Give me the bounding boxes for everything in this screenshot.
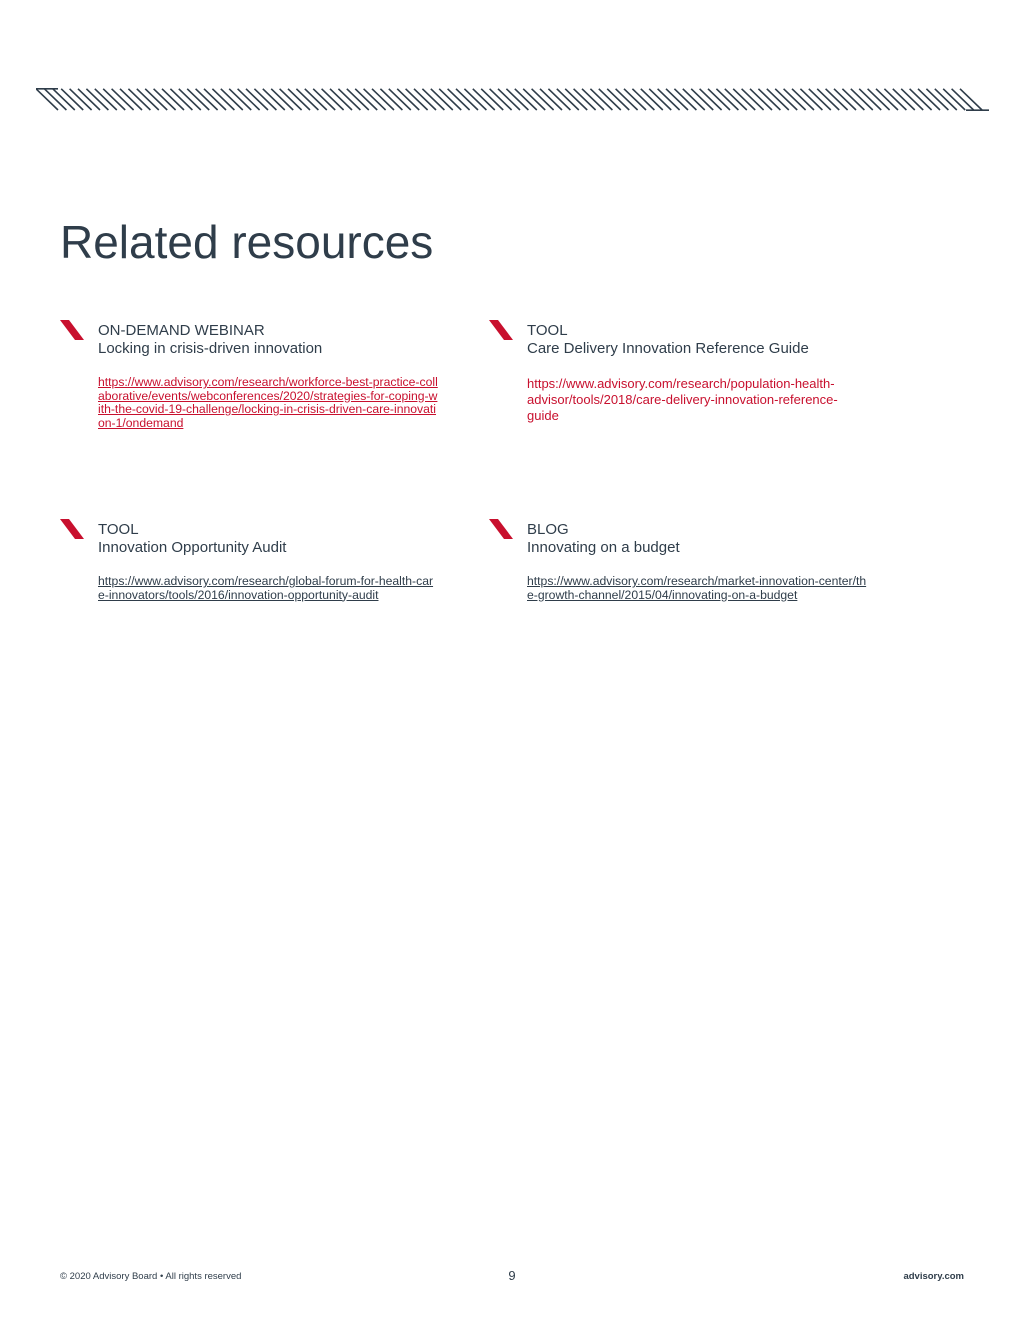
red-slash-marker-icon bbox=[60, 320, 84, 340]
resource-link[interactable]: https://www.advisory.com/research/market-innovation-center/the-growth-channel/2015/04/innovating-on-a-budget bbox=[527, 574, 867, 602]
footer-site: advisory.com bbox=[903, 1271, 964, 1282]
resource-type-label: TOOL bbox=[98, 521, 139, 538]
resource-link[interactable]: https://www.advisory.com/research/population-health-advisor/tools/2018/care-delivery-innovation-reference-guide bbox=[527, 376, 838, 423]
page-number: 9 bbox=[508, 1268, 516, 1283]
resource-title: Innovating on a budget bbox=[527, 539, 680, 556]
resource-title: Locking in crisis-driven innovation bbox=[98, 340, 323, 357]
red-slash-marker-icon bbox=[489, 519, 513, 539]
red-slash-marker-icon bbox=[489, 320, 513, 340]
resource-type-label: BLOG bbox=[527, 521, 569, 538]
resource-type-label: ON-DEMAND WEBINAR bbox=[98, 322, 265, 339]
resource-title: Innovation Opportunity Audit bbox=[98, 539, 287, 556]
resource-link[interactable]: https://www.advisory.com/research/workforce-best-practice-collaborative/events/webconferences/2020/strategies-for-coping-with-the-covid-19-challenge/locking-in-crisis-driven-care-innovation-1/ondemand bbox=[98, 375, 438, 430]
resource-link[interactable]: https://www.advisory.com/research/global-forum-for-health-care-innovators/tools/2016/innovation-opportunity-audit bbox=[98, 574, 434, 602]
hatch-divider bbox=[36, 88, 989, 111]
footer-copyright: © 2020 Advisory Board • All rights reserved bbox=[60, 1271, 242, 1282]
red-slash-marker-icon bbox=[60, 519, 84, 539]
page-title: Related resources bbox=[60, 216, 434, 268]
resource-title: Care Delivery Innovation Reference Guide bbox=[527, 340, 809, 357]
resource-type-label: TOOL bbox=[527, 322, 568, 339]
